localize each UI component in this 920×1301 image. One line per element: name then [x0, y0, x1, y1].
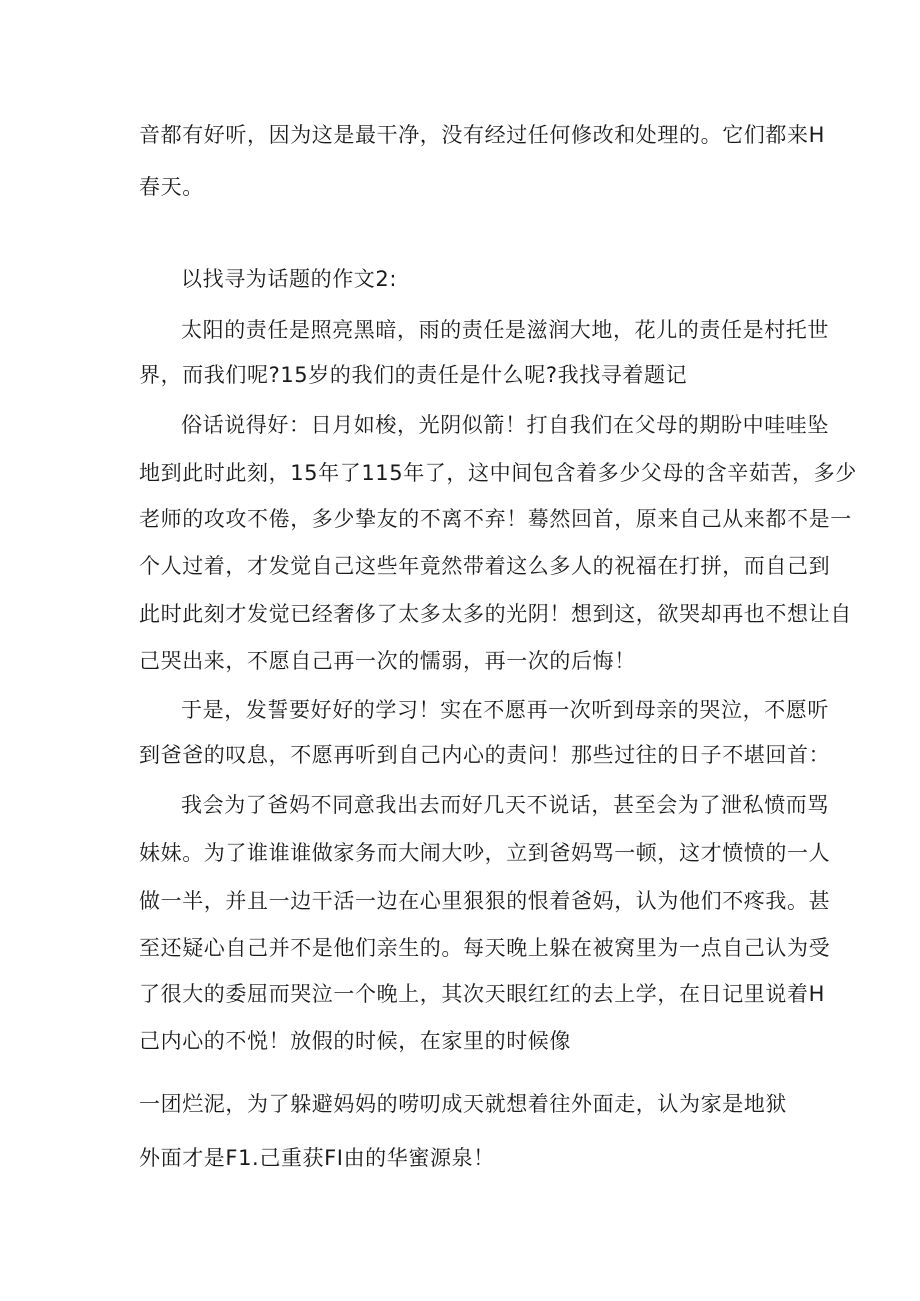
- body-line: 个人过着，才发觉自己这些年竟然带着这么多人的祝福在打拼，而自己到: [139, 554, 831, 578]
- body-line: 做一半，并且一边干活一边在心里狠狠的恨着爸妈，认为他们不疼我。甚: [139, 889, 831, 913]
- body-line: 我会为了爸妈不同意我出去而好几天不说话，甚至会为了泄私愤而骂: [181, 793, 829, 817]
- body-line: 一团烂泥，为了躲避妈妈的唠叨成天就想着往外面走，认为家是地狱: [139, 1092, 787, 1116]
- body-line: 妹妹。为了谁谁谁做家务而大闹大吵，立到爸妈骂一顿，这才愤愤的一人: [139, 841, 831, 865]
- body-line: 此时此刻才发觉已经奢侈了太多太多的光阴！想到这，欲哭却再也不想让自: [139, 602, 852, 626]
- section-heading: 以找寻为话题的作文2:: [181, 267, 398, 291]
- body-line: 地到此时此刻，15年了115年了，这中间包含着多少父母的含辛茹苦，多少: [139, 461, 857, 485]
- body-line: 太阳的责任是照亮黑暗，雨的责任是滋润大地，花儿的责任是村托世: [181, 318, 829, 342]
- body-line: 界，而我们呢?15岁的我们的责任是什么呢?我找寻着题记: [139, 363, 688, 387]
- body-line: 音都有好听，因为这是最干净，没有经过任何修改和处理的。它们都来H: [139, 123, 825, 147]
- body-line: 于是，发誓要好好的学习！实在不愿再一次听到母亲的哭泣，不愿听: [181, 698, 829, 722]
- body-line: 俗话说得好：日月如梭，光阴似箭！打自我们在父母的期盼中哇哇坠: [181, 413, 829, 437]
- body-line: 己哭出来，不愿自己再一次的懦弱，再一次的后悔！: [139, 649, 636, 673]
- body-line: 到爸爸的叹息，不愿再听到自己内心的责问！那些过往的日子不堪回首：: [139, 743, 831, 767]
- body-line: 老师的攻攻不倦，多少挚友的不离不弃！蓦然回首，原来自己从来都不是一: [139, 507, 852, 531]
- body-line: 春天。: [139, 175, 204, 199]
- body-line: 至还疑心自己并不是他们亲生的。每天晚上躲在被窝里为一点自己认为受: [139, 936, 831, 960]
- body-line: 了很大的委屈而哭泣一个晚上，其次天眼红红的去上学，在日记里说着H: [139, 982, 825, 1006]
- body-line: 己内心的不悦！放假的时候，在家里的时候像: [139, 1029, 571, 1053]
- body-line: 外面才是F1.己重获FI由的华蜜源泉！: [139, 1146, 495, 1170]
